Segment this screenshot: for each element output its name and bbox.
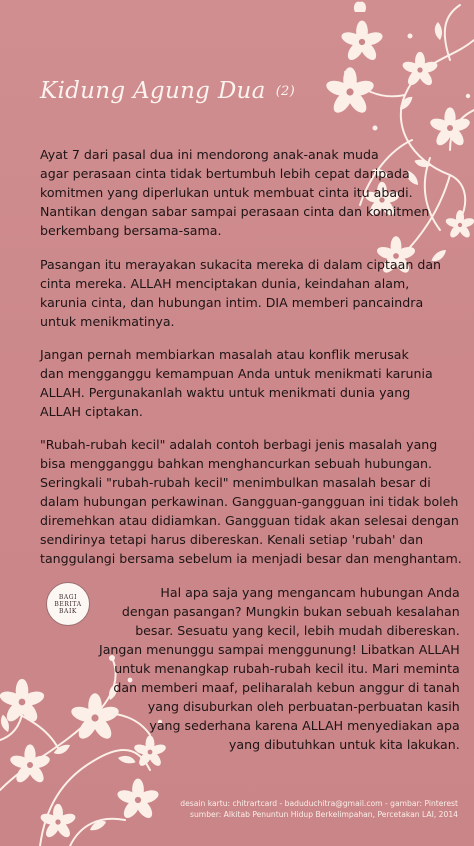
paragraph-line: Hal apa saja yang mengancam hubungan Anda <box>160 585 460 600</box>
logo-line: BAGI <box>58 593 78 601</box>
paragraph-line: komitmen yang diperlukan untuk membuat cinta itu abadi. <box>40 185 413 200</box>
paragraph-line: Pasangan itu merayakan sukacita mereka di dalam ciptaan dan <box>40 257 442 272</box>
page-title <box>40 78 295 104</box>
logo-line: BAIK <box>59 607 77 615</box>
paragraph-line: untuk menangkap rubah-rubah kecil itu. Mari meminta <box>114 661 460 676</box>
paragraph-line: Ayat 7 dari pasal dua ini mendorong anak-anak muda <box>40 147 379 162</box>
paragraph-line: yang sederhana karena ALLAH menyediakan apa <box>149 718 460 733</box>
paragraph-line: sendirinya tetapi harus dibereskan. Kenali setiap 'rubah' dan <box>40 532 424 547</box>
paragraph-line: yang disuburkan oleh perbuatan-perbuatan kasih <box>147 699 460 714</box>
bagi-berita-baik-logo <box>46 582 90 626</box>
title-text: Kidung Agung Dua <box>40 78 266 104</box>
paragraph-3 <box>40 345 433 421</box>
paragraph-4 <box>40 435 462 568</box>
paragraph-line: ALLAH. Pergunakanlah waktu untuk menikmati dunia yang <box>40 385 411 400</box>
credits <box>180 798 458 820</box>
credit-line: sumber: Alkitab Penuntun Hidup Berkelimpahan, Percetakan LAI, 2014 <box>190 810 458 819</box>
paragraph-line: Seringkali "rubah-rubah kecil" menimbulkan masalah besar di <box>40 475 431 490</box>
paragraph-2 <box>40 255 441 331</box>
paragraph-line: Nantikan dengan sabar sampai perasaan cinta dan komitmen <box>40 204 430 219</box>
paragraph-line: diremehkan atau didiamkan. Gangguan tidak akan selesai dengan <box>40 513 459 528</box>
paragraph-line: dalam hubungan perkawinan. Gangguan-gangguan ini tidak boleh <box>40 494 459 509</box>
paragraph-5 <box>99 583 460 754</box>
credit-line: desain kartu: chitrartcard - baduduchitra@gmail.com - gambar: Pinterest <box>180 799 458 808</box>
paragraph-line: besar. Sesuatu yang kecil, lebih mudah dibereskan. <box>135 623 460 638</box>
paragraph-line: dan memberi maaf, peliharalah kebun anggur di tanah <box>113 680 460 695</box>
paragraph-line: Jangan pernah membiarkan masalah atau konflik merusak <box>40 347 409 362</box>
paragraph-line: yang dibutuhkan untuk kita lakukan. <box>228 737 460 752</box>
paragraph-line: berkembang bersama-sama. <box>40 223 222 238</box>
logo-line: BERITA <box>54 600 82 608</box>
paragraph-line: agar perasaan cinta tidak bertumbuh lebih cepat daripada <box>40 166 410 181</box>
paragraph-line: ALLAH ciptakan. <box>40 404 143 419</box>
paragraph-line: dengan pasangan? Mungkin bukan sebuah kesalahan <box>121 604 460 619</box>
paragraph-line: bisa mengganggu bahkan menghancurkan sebuah hubungan. <box>40 456 433 471</box>
paragraph-line: karunia cinta, dan hubungan intim. DIA memberi pancaindra <box>40 295 424 310</box>
paragraph-1 <box>40 145 429 240</box>
paragraph-line: untuk menikmatinya. <box>40 314 175 329</box>
paragraph-line: Jangan menunggu sampai menggunung! Libatkan ALLAH <box>99 642 460 657</box>
paragraph-line: dan mengganggu kemampuan Anda untuk menikmati karunia <box>40 366 433 381</box>
paragraph-line: tanggulangi bersama sebelum ia menjadi besar dan menghantam. <box>40 551 462 566</box>
title-part: (2) <box>275 84 296 99</box>
paragraph-line: "Rubah-rubah kecil" adalah contoh berbagi jenis masalah yang <box>40 437 438 452</box>
paragraph-line: cinta mereka. ALLAH menciptakan dunia, keindahan alam, <box>40 276 410 291</box>
